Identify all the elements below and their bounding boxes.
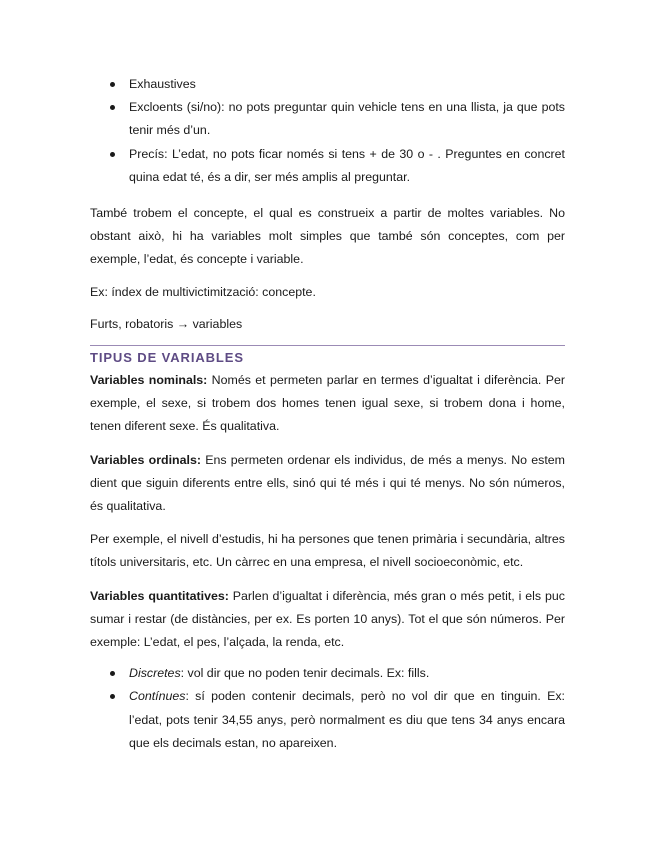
section-title: TIPUS DE VARIABLES	[90, 350, 244, 366]
list-item	[90, 685, 565, 755]
quantitative-label: Variables quantitatives:	[90, 588, 229, 603]
bullet-text: : sí poden contenir decimals, però no vol dir que en tinguin. Ex: l’edat, pots tenir 34,55 anys, però normalment es diu que tens 34 anys encara que els decimals estan, no apareixen.	[129, 689, 565, 750]
ordinal-variables-paragraph	[90, 449, 565, 519]
section-heading-rule	[90, 345, 565, 369]
bullet-icon	[110, 694, 115, 699]
ordinal-text: Ens permeten ordenar els individus, de més a menys. No estem dient que siguin diferents entre ells, sinó qui té més i qui té menys. No són números, és qualitativa.	[90, 452, 566, 514]
concept-paragraph: També trobem el concepte, el qual es construeix a partir de moltes variables. No obstant això, hi ha variables molt simples que també són conceptes, com per exemple, l’edat, és concepte i variable.	[90, 206, 565, 267]
ordinal-example-paragraph: Per exemple, el nivell d’estudis, hi ha persones que tenen primària i secundària, altres títols universitaris, etc. Un càrrec en una empresa, el nivell socioeconòmic, etc.	[90, 532, 565, 570]
bullet-icon	[110, 152, 115, 157]
ordinal-label: Variables ordinals:	[90, 452, 201, 467]
bullet-term: Discretes	[129, 666, 181, 681]
bullet-icon	[110, 671, 115, 676]
bullet-icon	[110, 105, 115, 110]
bullet-text: : vol dir que no poden tenir decimals. Ex: fills.	[180, 666, 430, 681]
bullet-text: Excloents (si/no): no pots preguntar quin vehicle tens en una llista, ja que pots tenir més d’un.	[129, 100, 565, 138]
bullet-icon	[110, 82, 115, 87]
list-item	[90, 143, 565, 189]
example-paragraph: Ex: índex de multivictimització: concepte.	[90, 284, 316, 299]
quantitative-types-list	[90, 662, 565, 755]
variables-section	[90, 369, 565, 755]
list-item	[90, 73, 565, 96]
list-item	[90, 662, 565, 685]
criteria-bullet-list	[90, 73, 565, 189]
bullet-text: Precís: L’edat, no pots ficar només si tens + de 30 o - . Preguntes en concret quina edat té, és a dir, ser més amplis al preguntar.	[129, 146, 565, 184]
nominal-label: Variables nominals:	[90, 373, 208, 388]
nominal-variables-paragraph	[90, 369, 565, 439]
nominal-text: Només et permeten parlar en termes d’igualtat i diferència. Per exemple, el sexe, si trobem dos homes tenen igual sexe, si trobem dona i home, tenen diferent sexe. És qualitativa.	[90, 373, 565, 434]
thefts-paragraph: Furts, robatoris → variables	[90, 316, 243, 331]
bullet-text: Exhaustives	[129, 77, 196, 91]
document-page	[90, 73, 565, 755]
quantitative-text: Parlen d’igualtat i diferència, més gran o més petit, i els puc sumar i restar (de distàncies, per ex. Es porten 10 anys). Tot el que són números. Per exemple: L’edat, el pes, l’alçada, la renda, etc.	[90, 588, 565, 650]
quantitative-variables-paragraph	[90, 585, 565, 655]
list-item	[90, 96, 565, 142]
bullet-term: Contínues	[129, 689, 186, 704]
